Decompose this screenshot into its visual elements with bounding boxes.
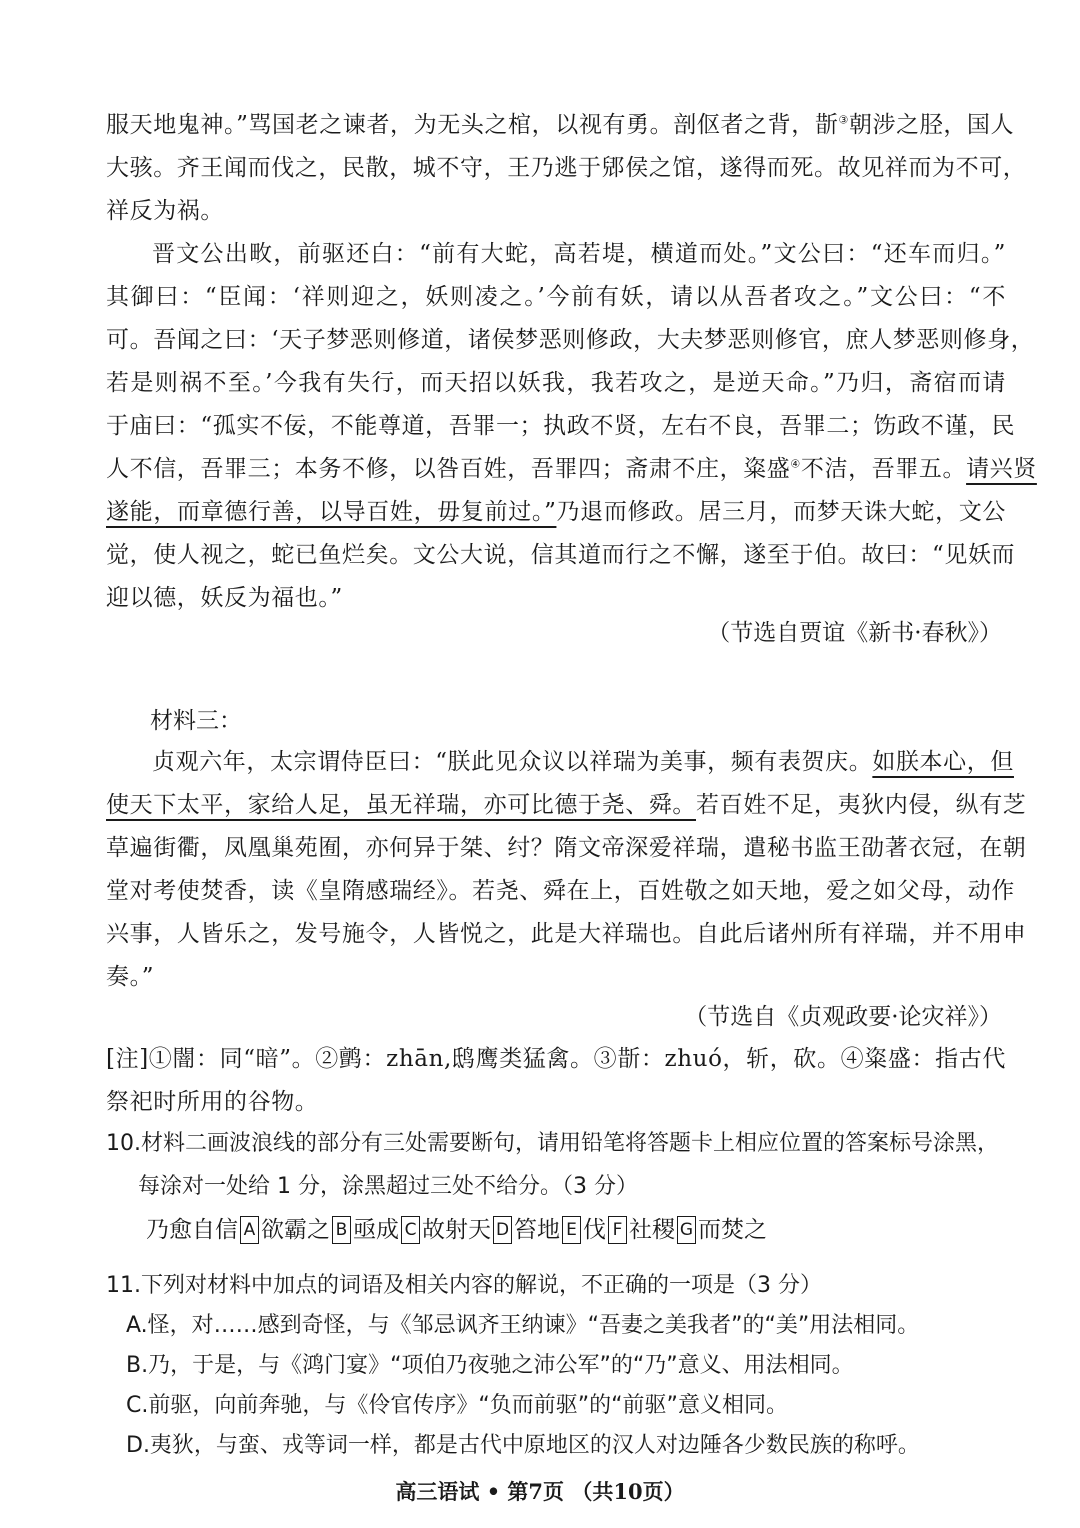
sentence-segment: 而焚之 — [698, 1217, 767, 1243]
footnote-marker: ③ — [838, 113, 849, 127]
answer-box-e[interactable]: E — [562, 1216, 581, 1244]
underlined-text: 如朕本心，但 — [872, 749, 1014, 775]
option-a[interactable]: A.怪，对……感到奇怪，与《邹忌讽齐王纳谏》“吾妻之美我者”的“美”用法相同。 — [126, 1313, 920, 1338]
option-c[interactable]: C.前驱，向前奔驰，与《伶官传序》“负而前驱”的“前驱”意义相同。 — [126, 1393, 788, 1418]
text-line: 其御曰：“臣闻：‘祥则迎之，妖则凌之。’今前有妖，请以从吾者攻之。”文公曰：“不 — [106, 284, 1006, 310]
text-line: 兴事，人皆乐之，发号施令，人皆悦之，此是大祥瑞也。自此后诸州所有祥瑞，并不用申 — [106, 921, 1027, 947]
section-heading: 材料三： — [150, 708, 242, 734]
question-stem: 每涂对一处给 1 分，涂黑超过三处不给分。（3 分） — [138, 1174, 638, 1199]
option-b[interactable]: B.乃，于是，与《鸿门宴》“项伯乃夜驰之沛公军”的“乃”意义、用法相同。 — [126, 1353, 854, 1378]
text-line: 大骇。齐王闻而伐之，民散，城不守，王乃逃于郳侯之馆，遂得而死。故见祥而为不可， — [106, 155, 1027, 181]
footnote-marker: ④ — [790, 457, 801, 471]
source-citation: （节选自贾谊《新书·春秋》） — [707, 620, 1002, 646]
text-line: 迎以德，妖反为福也。” — [106, 585, 343, 611]
question-stem: 10.材料二画波浪线的部分有三处需要断句，请用铅笔将答题卡上相应位置的答案标号涂黑， — [106, 1131, 999, 1156]
answer-box-f[interactable]: F — [608, 1216, 627, 1244]
sentence-segment: 乃愈自信 — [146, 1217, 238, 1243]
text-line: 贞观六年，太宗谓侍臣曰：“朕此见众议以祥瑞为美事，频有表贺庆。如朕本心，但 — [152, 749, 1014, 775]
question-10 — [106, 1122, 1006, 1208]
passage-three — [106, 741, 1027, 999]
text-line: 奏。” — [106, 964, 155, 990]
passage-two-continued — [106, 104, 1037, 620]
underlined-text: 遂能，而章德行善，以导百姓，毋复前过。” — [106, 499, 557, 525]
text-line: 草遍街衢，凤凰巢苑囿，亦何异于桀、纣？隋文帝深爱祥瑞，遣秘书监王劭著衣冠，在朝 — [106, 835, 1027, 861]
answer-box-a[interactable]: A — [240, 1216, 259, 1244]
question-stem: 11.下列对材料中加点的词语及相关内容的解说，不正确的一项是（3 分） — [106, 1273, 822, 1298]
note-line: 祭祀时所用的谷物。 — [106, 1089, 319, 1115]
answer-box-d[interactable]: D — [493, 1216, 512, 1244]
text-line: 人不信，吾罪三；本务不修，以咎百姓，吾罪四；斋肃不庄，粢盛④不洁，吾罪五。请兴贤 — [106, 456, 1037, 482]
answer-box-c[interactable]: C — [401, 1216, 420, 1244]
text-line: 若是则祸不至。’今我有失行，而天招以妖我，我若攻之，是逆天命。”乃归，斋宿而请 — [106, 370, 1006, 396]
sentence-segment: 笞地 — [514, 1217, 560, 1243]
sentence-segment: 亟成 — [353, 1217, 399, 1243]
sentence-segment: 欲霸之 — [261, 1217, 330, 1243]
answer-box-g[interactable]: G — [677, 1216, 696, 1244]
note-line: [注]①闇：同“暗”。②鹯：zhān,鸱鹰类猛禽。③斮：zhuó，斩，砍。④粢盛：指古代 — [106, 1046, 1006, 1072]
question-11 — [106, 1264, 1006, 1307]
option-d[interactable]: D.夷狄，与蛮、戎等词一样，都是古代中原地区的汉人对边陲各少数民族的称呼。 — [126, 1433, 920, 1458]
text-line: 晋文公出畋，前驱还白：“前有大蛇，高若堤，横道而处。”文公曰：“还车而归。” — [152, 241, 1006, 267]
text-line: 觉，使人视之，蛇已鱼烂矣。文公大说，信其道而行之不懈，遂至于伯。故曰：“见妖而 — [106, 542, 1016, 568]
source-citation: （节选自《贞观政要·论灾祥》） — [684, 1004, 1002, 1030]
sentence-segment: 故射天 — [422, 1217, 491, 1243]
text-line: 堂对考使焚香，读《皇隋感瑞经》。若尧、舜在上，百姓敬之如天地，爱之如父母，动作 — [106, 878, 1015, 904]
text-line: 使天下太平，家给人足，虽无祥瑞，亦可比德于尧、舜。若百姓不足，夷狄内侵，纵有芝 — [106, 792, 1027, 818]
sentence-segment: 社稷 — [629, 1217, 675, 1243]
text-line: 祥反为祸。 — [106, 198, 224, 224]
text-line: 遂能，而章德行善，以导百姓，毋复前过。”乃退而修政。居三月，而梦天诛大蛇，文公 — [106, 499, 1007, 525]
answer-box-b[interactable]: B — [332, 1216, 351, 1244]
underlined-text: 使天下太平，家给人足，虽无祥瑞，亦可比德于尧、舜。 — [106, 792, 696, 818]
underlined-text: 请兴贤 — [966, 456, 1037, 482]
page-footer: 高三语试 • 第7页 （共10页） — [395, 1479, 685, 1504]
text-line: 可。吾闻之曰：‘天子梦恶则修道，诸侯梦恶则修政，大夫梦恶则修官，庶人梦恶则修身， — [106, 327, 1035, 353]
text-line: 服天地鬼神。”骂国老之谏者，为无头之棺，以视有勇。剖伛者之背，斮③朝涉之胫，国人 — [106, 112, 1015, 138]
annotations — [106, 1038, 1006, 1124]
punctuation-sentence — [146, 1210, 767, 1250]
text-line: 于庙曰：“孤实不佞，不能尊道，吾罪一；执政不贤，左右不良，吾罪二；饬政不谨，民 — [106, 413, 1016, 439]
sentence-segment: 伐 — [583, 1217, 606, 1243]
